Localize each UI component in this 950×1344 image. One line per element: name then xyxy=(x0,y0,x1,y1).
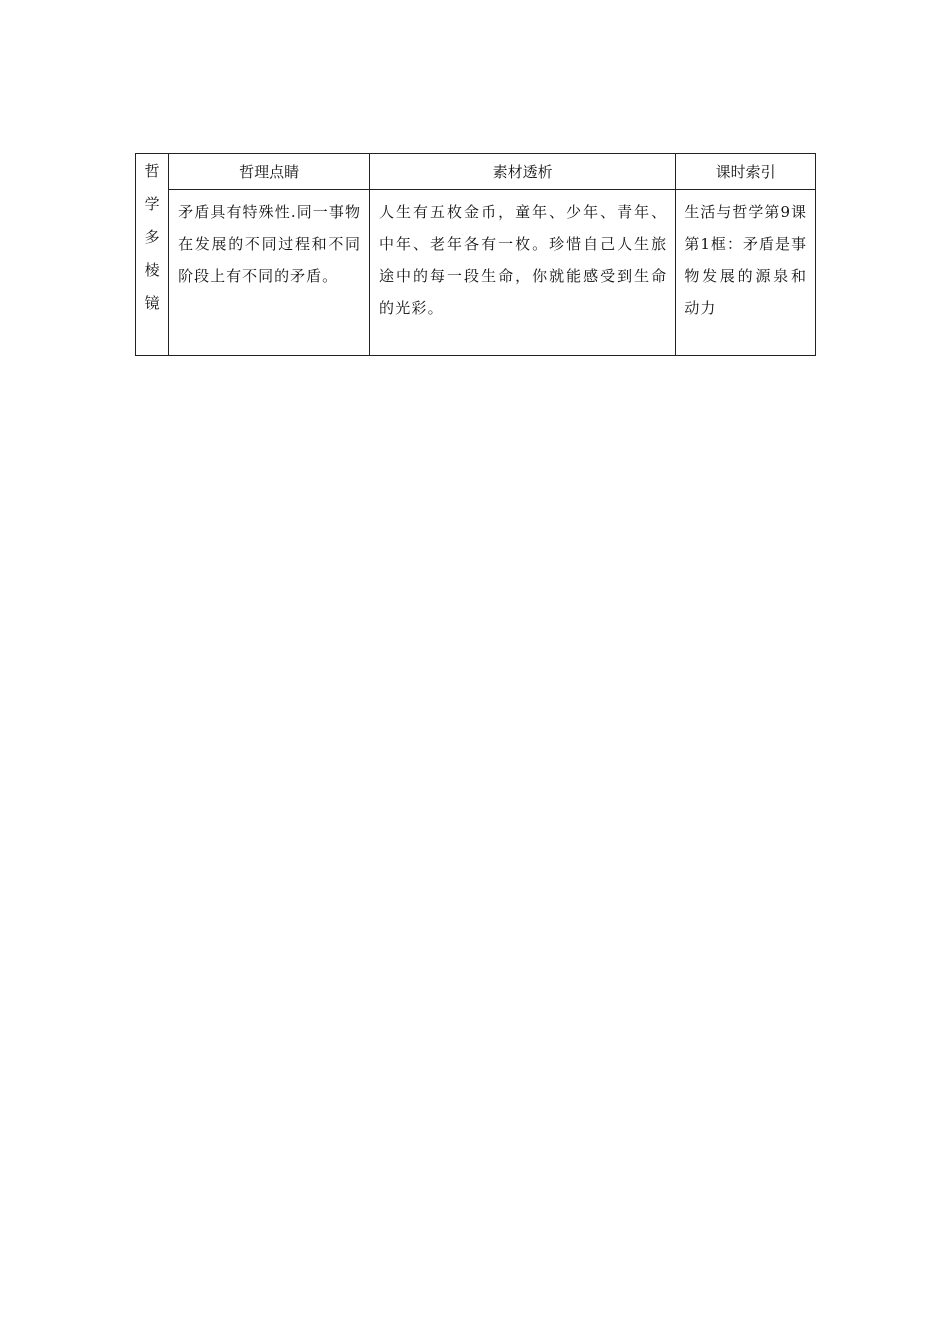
header-material: 素材透析 xyxy=(370,154,676,190)
side-label-char: 棱 xyxy=(144,261,160,279)
side-label-char: 学 xyxy=(144,195,160,213)
side-label-char: 哲 xyxy=(144,162,160,180)
cell-index: 生活与哲学第9课第1框：矛盾是事物发展的源泉和动力 xyxy=(676,190,816,356)
header-point: 哲理点睛 xyxy=(169,154,370,190)
cell-point: 矛盾具有特殊性.同一事物在发展的不同过程和不同阶段上有不同的矛盾。 xyxy=(169,190,370,356)
side-label-char: 镜 xyxy=(144,294,160,312)
side-label-char: 多 xyxy=(144,228,160,246)
header-index: 课时索引 xyxy=(676,154,816,190)
table-row xyxy=(136,190,816,356)
side-label xyxy=(136,154,169,356)
cell-material: 人生有五枚金币，童年、少年、青年、中年、老年各有一枚。珍惜自己人生旅途中的每一段生命，你就能感受到生命的光彩。 xyxy=(370,190,676,356)
philosophy-table xyxy=(135,153,816,356)
table-header-row xyxy=(136,154,816,190)
